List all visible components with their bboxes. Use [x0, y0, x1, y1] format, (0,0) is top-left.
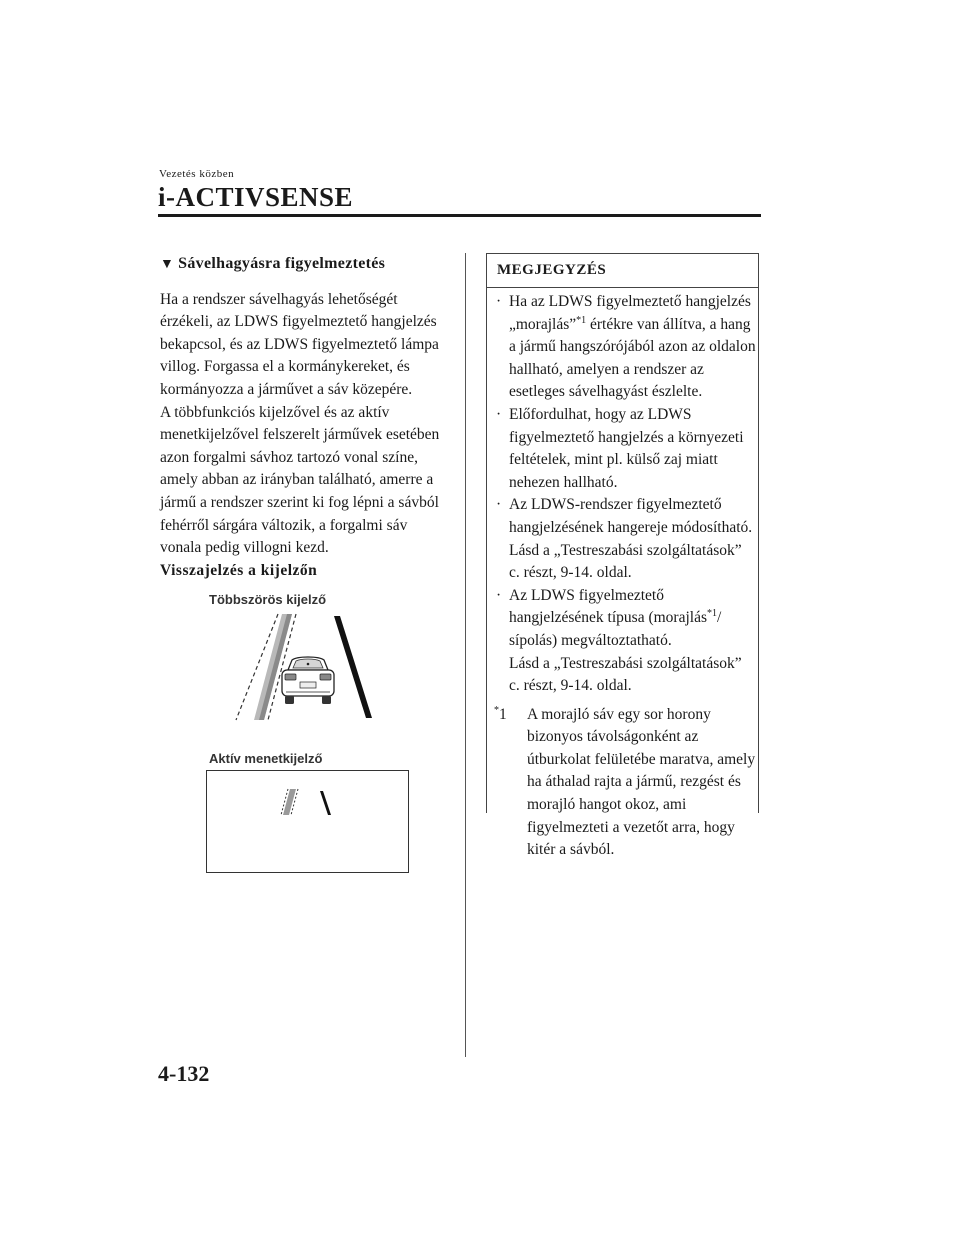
note-bullet-4-text-b: / sípolás) megváltoztatható. [509, 609, 722, 649]
note-bullet-2 [494, 404, 756, 494]
subsection-heading-text: Sávelhagyásra figyelmeztetés [178, 255, 386, 272]
note-bullet-4 [494, 585, 756, 698]
bullet-dot-icon: · [496, 293, 502, 310]
figure-label-multi-display: Többszörös kijelző [209, 592, 327, 607]
note-box [486, 253, 760, 859]
note-bullet-1-text-b: értékre van állítva, a hang a jármű hangszórójából azon az oldalon hallható, amelyen a rendszer az esetleges sávelhagyást észlelte. [509, 315, 756, 401]
display-heading: Visszajelzés a kijelzőn [160, 561, 318, 579]
section-title: i-ACTIVSENSE [158, 182, 354, 212]
footnote-ref: *1 [706, 608, 717, 620]
note-bullet-4-text-a: Az LDWS figyelmeztető hangjelzésének típusa (morajlás [509, 586, 707, 627]
bullet-dot-icon: · [496, 586, 502, 604]
figure-label-active-display: Aktív menetkijelző [209, 751, 323, 766]
note-left-border [486, 288, 487, 813]
subsection-heading [160, 253, 450, 277]
right-lane-line [334, 616, 372, 718]
active-display-frame [206, 770, 409, 873]
multi-display-illustration [230, 610, 380, 722]
note-bullet-1-text-a: Ha az LDWS figyelmeztető hangjelzés „morajlás” [509, 293, 751, 333]
triangle-marker-icon: ▼ [160, 257, 175, 272]
note-bullet-3 [494, 494, 756, 584]
page-number: 4-132 [158, 1061, 210, 1086]
note-bullet-3-text: Az LDWS-rendszer figyelmeztető hangjelzésének hangereje módosítható. [509, 496, 753, 536]
bullet-dot-icon: · [496, 496, 502, 514]
chapter-label: Vezetés közben [159, 168, 235, 180]
paragraph-warning: Ha a rendszer sávelhagyás lehetőségét érzékeli, az LDWS figyelmeztető hangjelzés bekapcsol, és az LDWS figyelmeztető lámpa villog. Forgassa el a kormánykereket, és kormányozza a járművet a sáv közepére. [160, 290, 439, 398]
active-right-lane [320, 791, 331, 815]
note-bullet-1 [494, 291, 756, 404]
note-bullets [494, 291, 756, 862]
note-right-border [758, 288, 759, 813]
header-rule [158, 214, 761, 217]
left-column [160, 253, 450, 582]
footnote-marker: *1 [494, 704, 507, 723]
active-display-lane-icon [280, 785, 340, 819]
column-divider [465, 253, 466, 1057]
bullet-dot-icon: · [496, 405, 502, 423]
note-title: MEGJEGYZÉS [497, 262, 607, 278]
note-bullet-2-text: Előfordulhat, hogy az LDWS figyelmeztető hangjelzés a környezeti feltételek, mint pl. külső zaj miatt nehezen hallható. [509, 405, 744, 491]
footnote [494, 704, 756, 862]
footnote-ref: *1 [576, 314, 587, 326]
footnote-text: A morajló sáv egy sor horony bizonyos távolságonként az útburkolat felületébe maratva, amely ha áthalad rajta a jármű, rezgést és morajló hangot okoz, ami figyelmezteti a vezetőt arra, hogy kitér a sávból. [527, 705, 756, 859]
note-header [486, 253, 759, 288]
note-bullet-4-reference: Lásd a „Testreszabási szolgáltatások” c. részt, 9-14. oldal. [509, 654, 742, 695]
paragraph-display: A többfunkciós kijelzővel és az aktív menetkijelzővel felszerelt járművek esetében azon forgalmi sávhoz tartozó vonal színe, amely abban az irányban található, amerre a jármű a rendszer szerint ki fog lépni a sávból fehérről sárgára változik, a forgalmi sáv vonala pedig villogni kezd. [160, 403, 440, 557]
note-bullet-3-reference: Lásd a „Testreszabási szolgáltatások” c. részt, 9-14. oldal. [509, 541, 742, 582]
car-icon [282, 657, 334, 704]
left-lane-line-fill [259, 614, 292, 720]
